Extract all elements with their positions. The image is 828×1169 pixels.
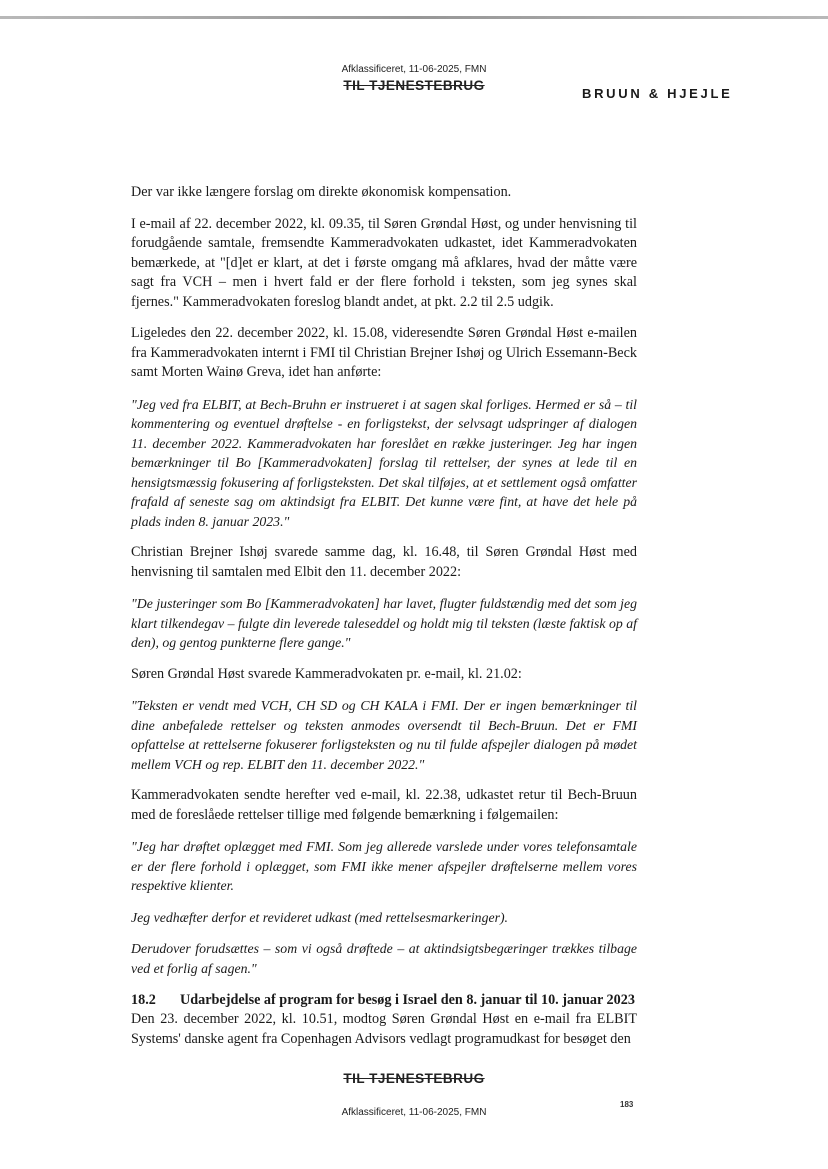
paragraph: Christian Brejner Ishøj svarede samme dag, kl. 16.48, til Søren Grøndal Høst med henvisning til samtalen med Elbit den 11. december 2022: xyxy=(131,544,637,580)
footer-declassified-stamp: Afklassificeret, 11-06-2025, FMN xyxy=(341,1107,487,1118)
firm-logo: BRUUN & HJEJLE xyxy=(582,86,733,101)
paragraph: Den 23. december 2022, kl. 10.51, modtog Søren Grøndal Høst en e-mail fra ELBIT Systems' danske agent fra Copenhagen Advisors vedlagt programudkast for besøget den xyxy=(131,1011,637,1047)
section-heading xyxy=(131,990,637,1010)
scan-top-rule xyxy=(0,16,828,19)
block-quote: Derudover forudsættes – som vi også drøftede – at aktindsigtsbegæringer trækkes tilbage ved et forlig af sagen." xyxy=(131,941,637,976)
block-quote: "De justeringer som Bo [Kammeradvokaten] har lavet, flugter fuldstændig med det som jeg klart tilkendegav – fulgte din leverede taleseddel og holdt mig til teksten (læste faktisk op af den), og gentog punkterne flere gange." xyxy=(131,596,637,650)
block-quote: Jeg vedhæfter derfor et revideret udkast (med rettelsesmarkeringer). xyxy=(131,909,509,925)
section-number: 18.2 xyxy=(131,992,156,1008)
header-classification-marking: TIL TJENESTEBRUG xyxy=(343,78,485,93)
block-quote: "Jeg har drøftet oplægget med FMI. Som jeg allerede varslede under vores telefonsamtale er der flere forhold i oplægget, som FMI ikke mener afspejler drøftelserne mellem vores respektive klienter. xyxy=(131,839,637,893)
paragraph: Søren Grøndal Høst svarede Kammeradvokaten pr. e-mail, kl. 21.02: xyxy=(131,665,522,682)
document-body xyxy=(131,183,637,1051)
block-quote: "Jeg ved fra ELBIT, at Bech-Bruhn er instrueret i at sagen skal forliges. Hermed er så – til kommentering og eventuel drøftelse - en forligstekst, der selvsagt udspringer af dialogen 11. december 2022. Kammeradvokaten har foreslået en række justeringer. Jeg har ingen bemærkninger til Bo [Kammeradvokaten] forslag til rettelser, der synes at lede til en hensigtsmæssig fokusering af forligsteksten. Det skal tilføjes, at et settlement også omfatter frafald af seneste sag om aktindsigt fra ELBIT. Det kunne være fint, at have det hele på plads inden 8. januar 2023." xyxy=(131,396,637,529)
footer-classification-marking: TIL TJENESTEBRUG xyxy=(343,1071,485,1086)
paragraph: Ligeledes den 22. december 2022, kl. 15.08, videresendte Søren Grøndal Høst e-mailen fra Kammeradvokaten internt i FMI til Christian Brejner Ishøj og Ulrich Essemann-Beck samt Morten Wainø Greva, idet han anførte: xyxy=(131,325,637,380)
header-declassified-stamp: Afklassificeret, 11-06-2025, FMN xyxy=(341,64,487,75)
page-number: 183 xyxy=(620,1100,634,1109)
paragraph: Kammeradvokaten sendte herefter ved e-mail, kl. 22.38, udkastet retur til Bech-Bruun med de foreslåede rettelser tillige med følgende bemærkning i følgemailen: xyxy=(131,787,637,823)
paragraph: I e-mail af 22. december 2022, kl. 09.35, til Søren Grøndal Høst, og under henvisning til forudgående samtale, fremsendte Kammeradvokaten udkastet, idet Kammeradvokaten bemærkede, at "[d]et er klart, at det i første omgang må afklares, hvad der måtte være sagt fra VCH – men i hvert fald er der flere forhold i teksten, som jeg synes skal fjernes." Kammeradvokaten foreslog blandt andet, at pkt. 2.2 til 2.5 udgik. xyxy=(131,215,637,310)
section-title: Udarbejdelse af program for besøg i Israel den 8. januar til 10. januar 2023 xyxy=(180,992,635,1008)
paragraph: Der var ikke længere forslag om direkte økonomisk kompensation. xyxy=(131,184,512,200)
block-quote: "Teksten er vendt med VCH, CH SD og CH KALA i FMI. Der er ingen bemærkninger til dine anbefalede rettelser og teksten anmodes oversendt til Bech-Bruun. Det er FMI opfattelse at rettelserne fokuserer forligsteksten og nu til fulde afspejler dialogen på mødet mellem VCH og rep. ELBIT den 11. december 2022." xyxy=(131,698,637,772)
